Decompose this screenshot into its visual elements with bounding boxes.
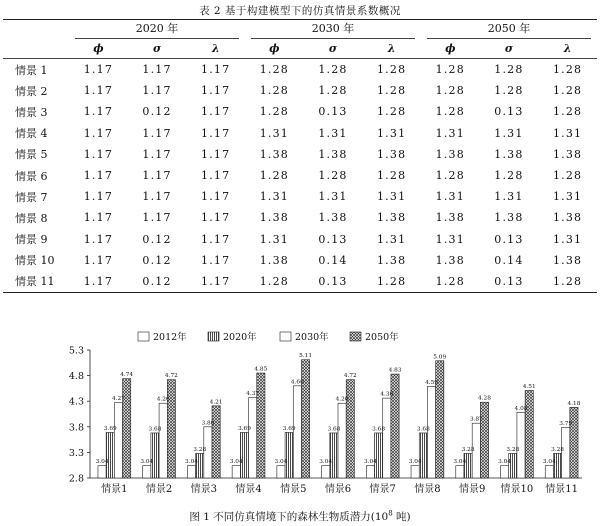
- bar: [553, 453, 561, 478]
- table-cell: 1.17: [83, 232, 114, 246]
- table-cell: 1.17: [142, 190, 172, 204]
- bar-value-label: 4.83: [388, 367, 402, 374]
- table-row: [3, 80, 597, 101]
- table-cell: 1.38: [376, 253, 407, 267]
- table-cell: 1.17: [201, 126, 231, 140]
- bar: [366, 466, 374, 478]
- table-header-symbols: [3, 39, 597, 59]
- table-cell: 1.17: [186, 271, 245, 293]
- legend-label: 2020年: [223, 332, 257, 343]
- table-cell: 0.13: [304, 271, 363, 293]
- table-cell: 1.17: [201, 190, 231, 204]
- table-cell: 1.28: [318, 169, 348, 183]
- bar: [517, 412, 525, 478]
- table-cell: 0.12: [142, 232, 172, 246]
- bar-value-label: 3.79: [559, 420, 573, 427]
- table-cell: 1.17: [142, 84, 172, 98]
- table-cell: 1.28: [376, 169, 407, 183]
- table-cell: 0.14: [318, 253, 348, 267]
- table-cell: 1.28: [245, 271, 304, 293]
- x-tick-label: 情景10: [500, 484, 534, 495]
- bar-value-label: 4.26: [335, 396, 349, 403]
- bar: [249, 398, 257, 478]
- table-cell: 0.13: [494, 105, 524, 119]
- bar: [375, 433, 383, 478]
- bar: [196, 453, 204, 478]
- bar-value-label: 4.08: [514, 405, 528, 412]
- bar: [501, 466, 509, 478]
- table-cell: 0.13: [318, 232, 348, 246]
- table-cell: 0.12: [142, 105, 172, 119]
- x-tick-label: 情景1: [101, 484, 128, 495]
- legend-label: 2050年: [365, 332, 399, 343]
- table-cell: 1.38: [494, 147, 524, 161]
- table-cell: 1.17: [201, 232, 231, 246]
- table-cell: 1.17: [83, 84, 114, 98]
- bar-value-label: 3.28: [506, 446, 520, 453]
- table-cell: 1.31: [318, 126, 348, 140]
- table-row: [3, 207, 597, 228]
- table-cell: 1.31: [552, 232, 583, 246]
- table-cell: 1.17: [201, 147, 231, 161]
- bar: [212, 406, 220, 478]
- bar-value-label: 3.28: [551, 446, 564, 453]
- bar: [257, 373, 265, 478]
- bar-value-label: 3.28: [193, 446, 207, 453]
- bar-value-label: 4.72: [164, 373, 178, 380]
- table-cell: 1.28: [435, 84, 465, 98]
- table-cell: 1.17: [83, 126, 114, 140]
- legend-swatch: [350, 332, 361, 341]
- symbol-header: σ: [480, 39, 539, 59]
- table-cell: 1.38: [318, 147, 348, 161]
- bar-value-label: 4.59: [425, 379, 439, 386]
- bar-value-label: 3.04: [140, 459, 154, 466]
- bar: [151, 433, 159, 478]
- table-cell: 0.13: [494, 232, 524, 246]
- scenario-label: 情景 11: [3, 271, 69, 293]
- table-cell: 1.28: [259, 105, 289, 119]
- bar-value-label: 3.04: [498, 459, 512, 466]
- table-cell: 1.38: [435, 147, 465, 161]
- table-row: [3, 165, 597, 186]
- table-cell: 1.17: [83, 211, 114, 225]
- bar-value-label: 3.04: [408, 459, 422, 466]
- table-row: [3, 186, 597, 207]
- bar-value-label: 4.27: [112, 396, 125, 403]
- table-cell: 1.28: [376, 63, 407, 77]
- table-cell: 1.31: [318, 190, 348, 204]
- table-row: [3, 250, 597, 271]
- table-cell: 1.28: [552, 84, 583, 98]
- table-cell: 0.13: [318, 105, 348, 119]
- symbol-header: σ: [304, 39, 363, 59]
- bar-value-label: 3.68: [327, 426, 341, 433]
- scenario-label: 情景 3: [15, 105, 48, 119]
- year-header: 2050 年: [421, 20, 597, 40]
- scenario-label: 情景 1: [15, 63, 48, 77]
- table-cell: 1.38: [552, 211, 583, 225]
- bar: [106, 432, 114, 478]
- table-cell: 1.17: [83, 105, 114, 119]
- table-cell: 0.14: [494, 253, 524, 267]
- y-tick-label: 5.3: [68, 345, 84, 357]
- bar: [545, 466, 553, 478]
- table-cell: 1.28: [318, 63, 348, 77]
- bar: [411, 466, 419, 478]
- table-cell: 1.28: [259, 84, 289, 98]
- bar-value-label: 3.04: [319, 459, 333, 466]
- y-tick-label: 3.3: [68, 447, 84, 459]
- bar-value-label: 3.04: [229, 459, 243, 466]
- bar: [240, 432, 248, 478]
- table-cell: 1.17: [83, 190, 114, 204]
- bar: [167, 380, 175, 478]
- bar-value-label: 3.68: [372, 426, 386, 433]
- bar-value-label: 3.04: [542, 459, 556, 466]
- bar-value-label: 4.36: [380, 391, 394, 398]
- scenario-label: 情景 10: [15, 254, 55, 268]
- table-cell: 1.31: [552, 126, 583, 140]
- bar: [322, 466, 330, 478]
- table-cell: 1.17: [83, 253, 114, 267]
- bar: [570, 407, 578, 478]
- table-header-years: [3, 20, 597, 40]
- table-cell: 1.28: [435, 169, 465, 183]
- table-cell: 1.28: [259, 169, 289, 183]
- bar-value-label: 4.21: [209, 399, 223, 406]
- chart-legend: [138, 331, 399, 343]
- table-cell: 1.28: [259, 63, 289, 77]
- table-cell: 0.13: [480, 271, 539, 293]
- table-cell: 1.31: [494, 190, 524, 204]
- forest-biomass-bar-chart: [0, 326, 600, 506]
- table-cell: 1.31: [376, 232, 407, 246]
- table-cell: 1.28: [552, 169, 583, 183]
- table-row: [3, 229, 597, 250]
- table-cell: 1.28: [376, 105, 407, 119]
- table-cell: 1.31: [259, 190, 289, 204]
- x-tick-label: 情景3: [190, 484, 218, 495]
- x-tick-label: 情景4: [235, 484, 262, 495]
- table-cell: 1.17: [201, 63, 231, 77]
- table-cell: 1.28: [494, 63, 524, 77]
- table-cell: 1.17: [142, 126, 172, 140]
- bar-value-label: 3.04: [363, 459, 377, 466]
- bar: [391, 374, 399, 478]
- table-cell: 1.17: [69, 271, 128, 293]
- bar: [509, 453, 517, 478]
- table-caption: 表 2 基于构建模型下的仿真情景系数概况: [199, 5, 401, 17]
- table-cell: 1.31: [435, 232, 465, 246]
- bar: [383, 398, 391, 478]
- legend-swatch: [280, 332, 291, 341]
- scenario-label: 情景 2: [15, 84, 48, 98]
- bar-value-label: 4.51: [522, 383, 536, 390]
- scenario-label: 情景 7: [15, 190, 48, 204]
- bar: [123, 379, 131, 478]
- table-cell: 1.17: [83, 169, 114, 183]
- table-cell: 1.31: [435, 126, 465, 140]
- bar-value-label: 3.04: [95, 459, 109, 466]
- table-cell: 1.17: [142, 147, 172, 161]
- legend-swatch: [208, 332, 219, 341]
- table-cell: 1.38: [259, 253, 289, 267]
- bar: [187, 466, 195, 478]
- table-row: [3, 59, 597, 81]
- x-tick-label: 情景5: [280, 484, 307, 495]
- bar-value-label: 3.80: [201, 420, 215, 427]
- bar: [436, 361, 444, 478]
- year-header: 2030 年: [245, 20, 421, 40]
- bar-value-label: 4.60: [290, 379, 304, 386]
- scenario-label: 情景 6: [15, 169, 48, 183]
- table-cell: 1.17: [201, 211, 231, 225]
- x-tick-label: 情景11: [545, 484, 579, 495]
- table-cell: 1.28: [421, 271, 480, 293]
- table-cell: 1.17: [142, 63, 172, 77]
- scenario-label: 情景 4: [15, 127, 48, 141]
- table-cell: 1.38: [435, 253, 465, 267]
- y-tick-label: 4.3: [68, 396, 84, 408]
- bar: [464, 453, 472, 478]
- table-cell: 1.38: [376, 147, 407, 161]
- table-cell: 1.17: [142, 211, 172, 225]
- legend-label: 2030年: [295, 332, 329, 343]
- symbol-header: ϕ: [69, 39, 128, 59]
- bar: [301, 360, 309, 478]
- scenario-label: 情景 9: [15, 233, 48, 247]
- bar-value-label: 4.28: [478, 395, 491, 402]
- bar: [330, 433, 338, 478]
- table-cell: 1.31: [259, 232, 289, 246]
- bar: [456, 466, 464, 478]
- table-cell: 1.31: [435, 190, 465, 204]
- x-tick-label: 情景7: [369, 484, 396, 495]
- x-tick-label: 情景9: [458, 484, 486, 495]
- table-cell: 1.38: [435, 211, 465, 225]
- x-tick-label: 情景8: [414, 484, 441, 495]
- bar-value-label: 3.04: [185, 459, 198, 466]
- table-cell: 1.38: [259, 211, 289, 225]
- bar-value-label: 5.09: [433, 354, 447, 361]
- table-row: [3, 101, 597, 122]
- bar: [285, 432, 293, 478]
- table-cell: 1.38: [494, 211, 524, 225]
- bar-value-label: 4.85: [254, 366, 268, 373]
- bar-value-label: 4.37: [246, 391, 260, 398]
- bar-value-label: 4.74: [120, 372, 134, 379]
- bar-value-label: 3.69: [282, 425, 296, 432]
- bar: [143, 466, 151, 478]
- table-row: [3, 271, 597, 293]
- scenario-coefficient-table: [3, 19, 597, 293]
- table-cell: 1.28: [538, 271, 597, 293]
- table-cell: 1.31: [494, 126, 524, 140]
- table-cell: 0.12: [142, 253, 172, 267]
- symbol-header: ϕ: [245, 39, 304, 59]
- bar-value-label: 3.28: [461, 446, 475, 453]
- bar-value-label: 3.69: [237, 425, 251, 432]
- symbol-header: σ: [128, 39, 187, 59]
- bar-value-label: 4.72: [343, 373, 357, 380]
- symbol-header: λ: [362, 39, 421, 59]
- table-cell: 1.17: [201, 253, 231, 267]
- table-cell: 1.28: [376, 84, 407, 98]
- symbol-header: λ: [538, 39, 597, 59]
- table-row: [3, 123, 597, 144]
- bar-value-label: 3.87: [469, 416, 483, 423]
- table-cell: 1.17: [201, 84, 231, 98]
- table-cell: 1.28: [435, 105, 465, 119]
- table-cell: 1.17: [142, 169, 172, 183]
- bar: [346, 380, 354, 478]
- table-cell: 1.28: [494, 84, 524, 98]
- x-tick-label: 情景6: [324, 484, 352, 495]
- table-cell: 1.17: [201, 105, 231, 119]
- bar-value-label: 4.26: [156, 396, 170, 403]
- bar: [480, 402, 488, 478]
- table-cell: 1.31: [376, 126, 407, 140]
- table-cell: 1.38: [552, 253, 583, 267]
- bar-value-label: 3.04: [274, 459, 288, 466]
- table-cell: 1.38: [376, 211, 407, 225]
- table-row: [3, 144, 597, 165]
- y-tick-label: 4.8: [68, 371, 84, 383]
- bar: [98, 466, 106, 478]
- bar: [419, 433, 427, 478]
- y-tick-label: 3.8: [68, 422, 84, 434]
- table-cell: 1.28: [362, 271, 421, 293]
- table-cell: 0.12: [128, 271, 187, 293]
- scenario-label: 情景 8: [15, 211, 48, 225]
- legend-label: 2012年: [153, 332, 187, 343]
- table-cell: 1.28: [435, 63, 465, 77]
- figure-caption: 图 1 不同仿真情境下的森林生物质潜力($10^8$ 吨): [189, 509, 411, 523]
- bar-value-label: 5.11: [299, 353, 313, 360]
- table-cell: 1.31: [259, 126, 289, 140]
- symbol-header: ϕ: [421, 39, 480, 59]
- bar-value-label: 3.68: [416, 426, 430, 433]
- table-cell: 1.17: [83, 63, 114, 77]
- table-cell: 1.38: [552, 147, 583, 161]
- bar: [338, 403, 346, 478]
- table-cell: 1.28: [552, 63, 583, 77]
- table-cell: 1.17: [83, 147, 114, 161]
- table-cell: 1.28: [318, 84, 348, 98]
- table-header-corner: [3, 20, 69, 40]
- x-tick-label: 情景2: [145, 484, 173, 495]
- table-cell: 1.31: [376, 190, 407, 204]
- y-tick-label: 2.8: [68, 473, 84, 485]
- table-cell: 1.28: [494, 169, 524, 183]
- bar: [232, 466, 240, 478]
- bar: [159, 403, 167, 478]
- bar-value-label: 4.18: [567, 400, 581, 407]
- year-header: 2020 年: [69, 20, 245, 40]
- table-cell: 1.17: [201, 169, 231, 183]
- bar: [114, 403, 122, 478]
- table-cell: 1.38: [318, 211, 348, 225]
- table-cell: 1.28: [552, 105, 583, 119]
- bar-value-label: 3.69: [103, 425, 117, 432]
- bar: [277, 466, 285, 478]
- bar-value-label: 3.04: [453, 459, 467, 466]
- scenario-label: 情景 5: [15, 148, 48, 162]
- table-cell: 1.31: [552, 190, 583, 204]
- symbol-header: λ: [186, 39, 245, 59]
- legend-swatch: [138, 332, 149, 341]
- table-cell: 1.38: [259, 147, 289, 161]
- bar-value-label: 3.68: [148, 426, 162, 433]
- bar: [525, 390, 533, 478]
